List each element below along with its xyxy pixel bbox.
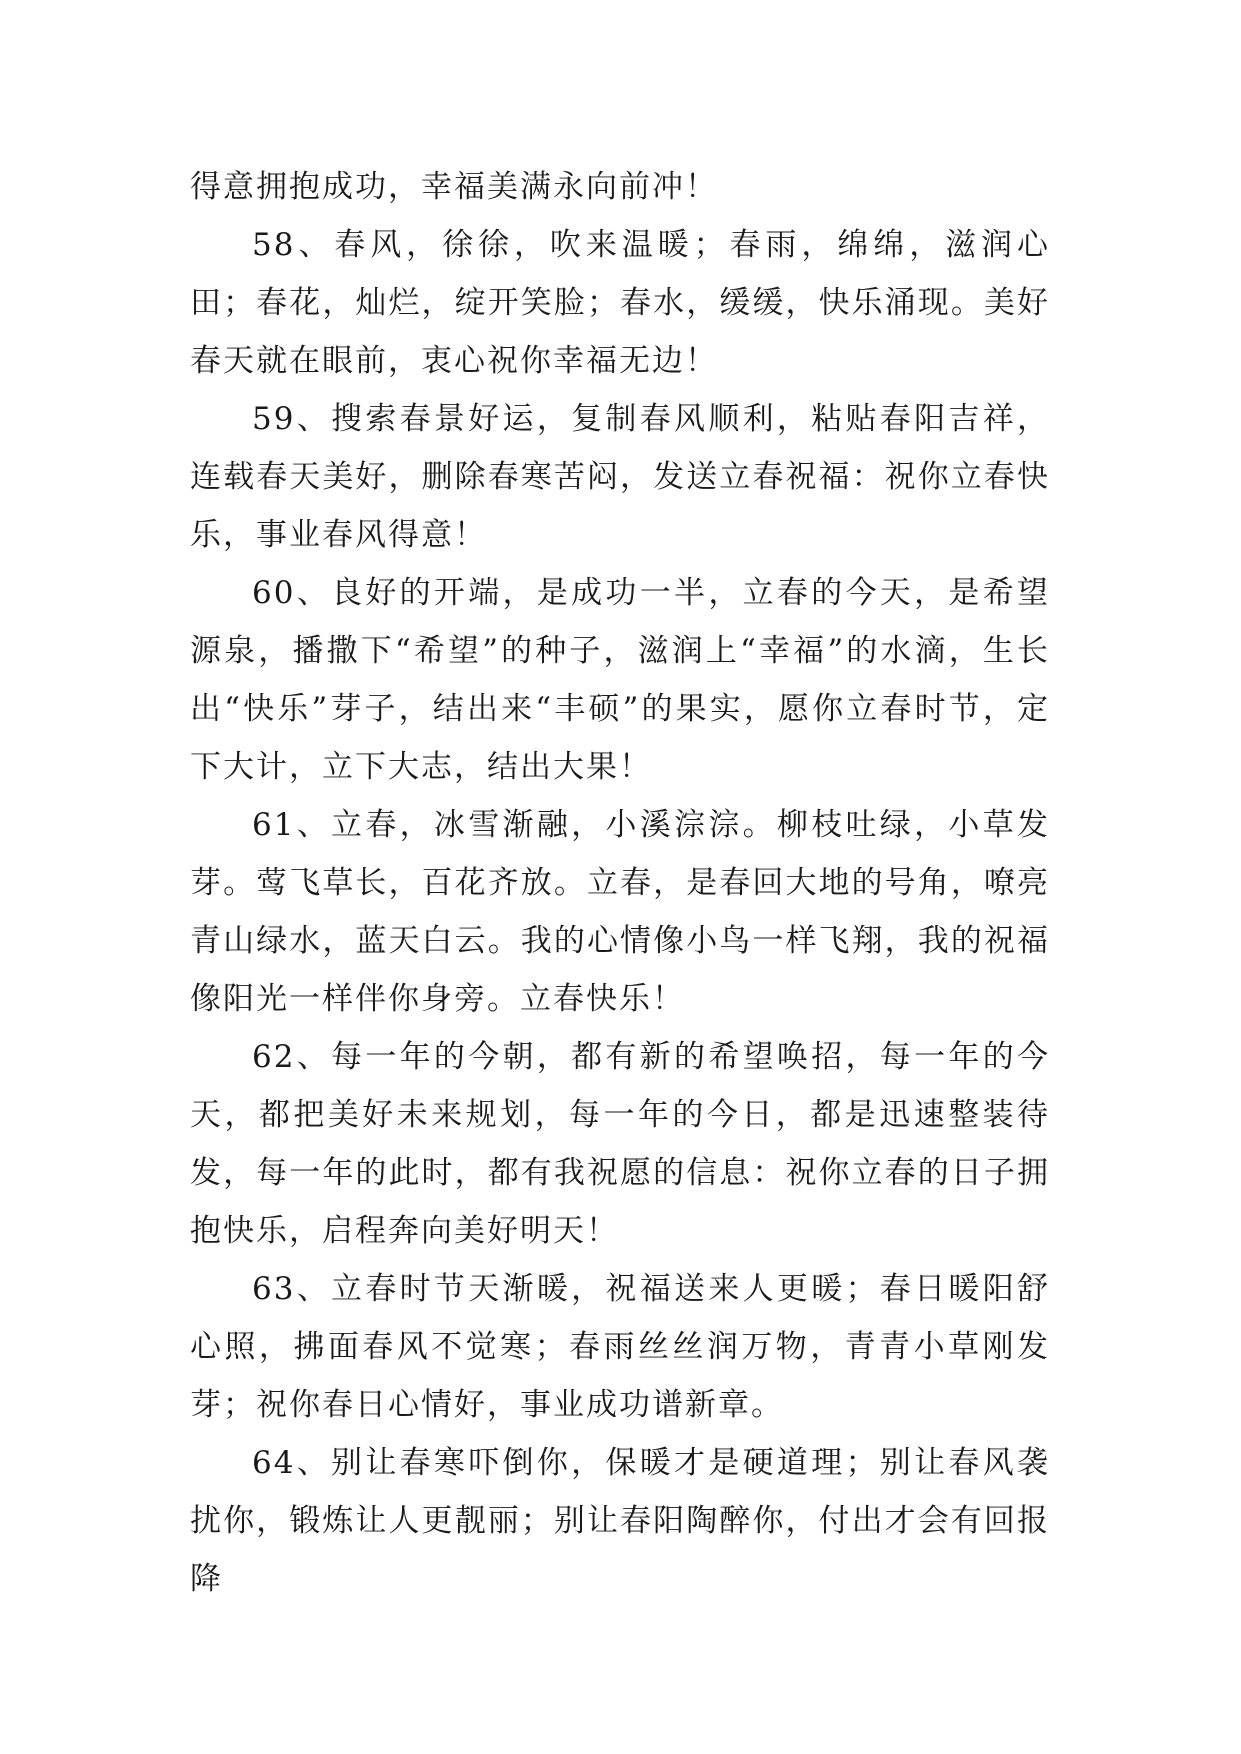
- paragraph-58: 58、春风，徐徐，吹来温暖；春雨，绵绵，滋润心田；春花，灿烂，绽开笑脸；春水，缓缓，快乐涌现。美好春天就在眼前，衷心祝你幸福无边！: [190, 227, 1050, 379]
- paragraph-continuation: 得意拥抱成功，幸福美满永向前冲！: [190, 169, 718, 205]
- paragraph-59: 59、搜索春景好运，复制春风顺利，粘贴春阳吉祥，连载春天美好，删除春寒苦闷，发送立春祝福：祝你立春快乐，事业春风得意！: [190, 401, 1050, 553]
- paragraph-63: 63、立春时节天渐暖，祝福送来人更暖；春日暖阳舒心照，拂面春风不觉寒；春雨丝丝润万物，青青小草刚发芽；祝你春日心情好，事业成功谱新章。: [190, 1271, 1050, 1423]
- paragraph-64: 64、别让春寒吓倒你，保暖才是硬道理；别让春风袭扰你，锻炼让人更靓丽；别让春阳陶醉你，付出才会有回报降: [190, 1445, 1050, 1597]
- paragraph-60: 60、良好的开端，是成功一半，立春的今天，是希望源泉，播撒下“希望”的种子，滋润上“幸福”的水滴，生长出“快乐”芽子，结出来“丰硕”的果实，愿你立春时节，定下大计，立下大志，结出大果！: [190, 575, 1050, 785]
- paragraph-61: 61、立春，冰雪渐融，小溪淙淙。柳枝吐绿，小草发芽。莺飞草长，百花齐放。立春，是春回大地的号角，嘹亮青山绿水，蓝天白云。我的心情像小鸟一样飞翔，我的祝福像阳光一样伴你身旁。立春快乐！: [190, 807, 1050, 1017]
- document-body: [190, 158, 1050, 1608]
- paragraph-62: 62、每一年的今朝，都有新的希望唤招，每一年的今天，都把美好未来规划，每一年的今日，都是迅速整装待发，每一年的此时，都有我祝愿的信息：祝你立春的日子拥抱快乐，启程奔向美好明天！: [190, 1039, 1050, 1249]
